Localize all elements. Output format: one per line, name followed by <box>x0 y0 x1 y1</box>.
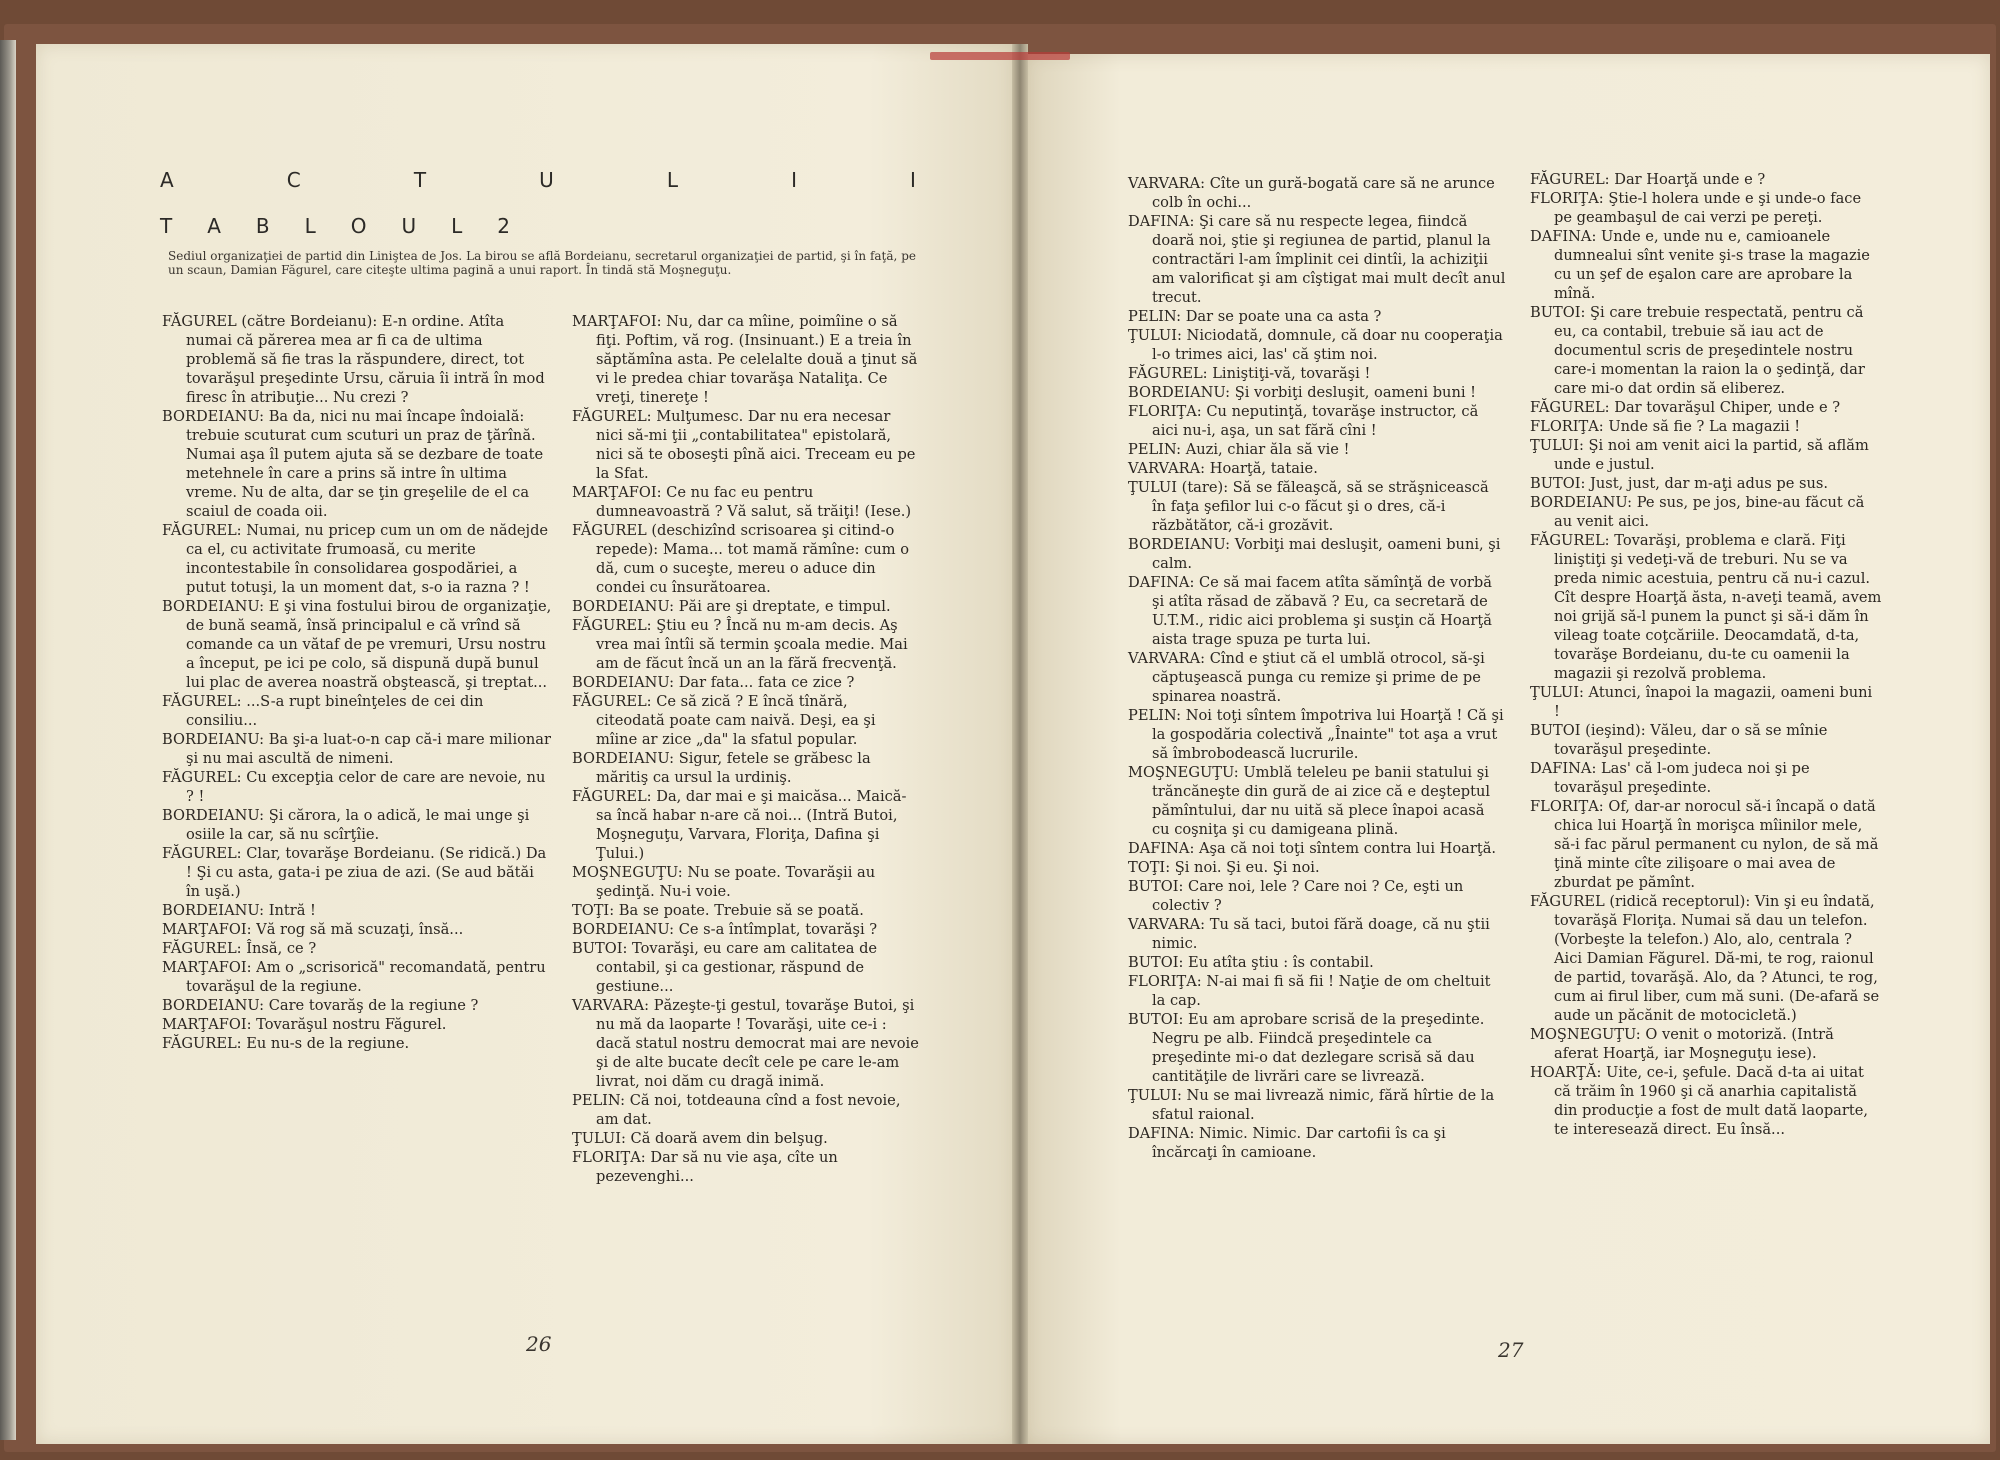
dialogue-line: BORDEIANU: Care tovarăş de la regiune ? <box>162 997 479 1014</box>
dialogue-line: VARVARA: Tu să taci, butoi fără doage, că nu ştii nimic. <box>1128 916 1490 952</box>
dialogue-line: VARVARA: Cînd e ştiut că el umblă otrocol, să-şi căptuşească punga cu remize şi prime de pe spinarea noastră. <box>1128 650 1485 705</box>
act-letter: U <box>539 168 554 192</box>
tableau-letter: L <box>451 214 463 238</box>
dialogue-line: ŢULUI: Nu se mai livrează nimic, fără hîrtie de la sfatul raional. <box>1128 1087 1495 1123</box>
dialogue-line: ŢULUI (tare): Să se făleaşcă, să se străşnicească în faţa şefilor lui c-o făcut şi o dres, că-i răzbătător, că-i grozăvit. <box>1128 479 1489 534</box>
dialogue-line: FĂGUREL: Tovarăşi, problema e clară. Fiţi liniştiţi şi vedeţi-vă de treburi. Nu se va preda nimic acestuia, pentru că nu-i cazul. Cît despre Hoarţă ăsta, n-aveţi teamă, avem noi grijă să-l punem la punct şi să-i dăm în vileag toate coţcăriile. Deocamdată, d-ta, tovarăşe Bordeianu, du-te cu oamenii la magazii şi rezolvă problema. <box>1530 532 1882 682</box>
dialogue-line: MARŢAFOI: Nu, dar ca mîine, poimîine o să fiţi. Poftim, vă rog. (Insinuant.) E a treia în săptămîna asta. Pe celelalte două a ţinut să vi le predea chiar tovarăşa Nataliţa. Ce vreţi, tinereţe ! <box>572 313 918 406</box>
dialogue-line: BORDEIANU: Ba şi-a luat-o-n cap că-i mare milionar şi nu mai ascultă de nimeni. <box>162 731 551 767</box>
dialogue-line: FĂGUREL: Cu excepţia celor de care are nevoie, nu ? ! <box>162 769 546 805</box>
act-letter: A <box>160 168 174 192</box>
dialogue-line: BUTOI: Tovarăşi, eu care am calitatea de contabil, şi ca gestionar, răspund de gestiune... <box>572 940 878 995</box>
dialogue-line: PELIN: Noi toţi sîntem împotriva lui Hoarţă ! Că şi la gospodăria colectivă „Înainte" tot aşa a vrut să îmbrobodească lucrurile. <box>1128 707 1504 762</box>
dialogue-line: FĂGUREL: Ce să zică ? E încă tînără, citeodată poate cam naivă. Deşi, ea şi mîine ar zice „da" la sfatul popular. <box>572 693 876 748</box>
dialogue-line: ŢULUI: Atunci, înapoi la magazii, oameni buni ! <box>1530 684 1873 720</box>
dialogue-line: BORDEIANU: Şi cărora, la o adică, le mai unge şi osiile la car, să nu scîrţîie. <box>162 807 530 843</box>
dialogue-line: BUTOI: Just, just, dar m-aţi adus pe sus. <box>1530 475 1828 492</box>
dialogue-line: MOŞNEGUŢU: Nu se poate. Tovarăşii au şedinţă. Nu-i voie. <box>572 864 876 900</box>
dialogue-line: FĂGUREL: Da, dar mai e şi maicăsa... Maică-sa încă habar n-are că noi... (Intră Butoi, Moşneguţu, Varvara, Floriţa, Dafina şi Ţului.) <box>572 788 907 862</box>
dialogue-line: DAFINA: Aşa că noi toţi sîntem contra lui Hoarţă. <box>1128 840 1497 857</box>
dialogue-line: DAFINA: Şi care să nu respecte legea, fiindcă doară noi, ştie şi regiunea de partid, planul la contractări l-am împlinit cei dintîi, la achiziţii am valorificat şi am cîştigat mai mult decît anul trecut. <box>1128 213 1506 306</box>
dialogue-line: BORDEIANU: Vorbiţi mai desluşit, oameni buni, şi calm. <box>1128 536 1501 572</box>
act-letter: L <box>666 168 678 192</box>
stage-direction: Sediul organizaţiei de partid din Liniştea de Jos. La birou se află Bordeianu, secretarul organizaţiei de partid, şi în faţă, pe un scaun, Damian Făgurel, care citeşte ultima pagină a unui raport. În tindă stă Moşneguţu. <box>168 249 916 277</box>
dialogue-line: FLORIŢA: Cu neputinţă, tovarăşe instructor, că aici nu-i, aşa, un sat fără cîni ! <box>1128 403 1479 439</box>
dialogue-line: DAFINA: Nimic. Nimic. Dar cartofii îs ca şi încărcaţi în camioane. <box>1128 1125 1446 1161</box>
dialogue-line: FĂGUREL: Clar, tovarăşe Bordeianu. (Se ridică.) Da ! Şi cu asta, gata-i pe ziua de azi. (Se aud bătăi în uşă.) <box>162 845 547 900</box>
dialogue-line: DAFINA: Las' că l-om judeca noi şi pe tovarăşul preşedinte. <box>1530 760 1810 796</box>
dialogue-line: TOŢI: Şi noi. Şi eu. Şi noi. <box>1128 859 1320 876</box>
act-letter: I <box>910 168 916 192</box>
dialogue-line: BUTOI: Eu am aprobare scrisă de la preşedinte. Negru pe alb. Fiindcă preşedintele ca preşedinte mi-o dat dezlegare scrisă să dau cantităţile de livrări care se livrează. <box>1128 1011 1485 1085</box>
dialogue-line: DAFINA: Unde e, unde nu e, camioanele dumnealui sînt venite şi-s trase la magazie cu un şef de eşalon care are aprobare la mînă. <box>1530 228 1870 302</box>
dialogue-line: BORDEIANU: Pe sus, pe jos, bine-au făcut că au venit aici. <box>1530 494 1865 530</box>
dialogue-line: FLORIŢA: Dar să nu vie aşa, cîte un pezevenghi... <box>572 1149 838 1185</box>
dialogue-line: FLORIŢA: Of, dar-ar norocul să-i încapă o dată chica lui Hoarţă în morişca mîinilor mele, să-i fac părul permanent cu nylon, de să mă ţină minte cîte zilişoare o mai avea de zburdat pe pămînt. <box>1530 798 1879 891</box>
tableau-letter: A <box>207 214 221 238</box>
dialogue-line: MOŞNEGUŢU: Umblă teleleu pe banii statului şi trăncăneşte din gură de ai zice că e deşteptul pămîntului, dar nu uită să plece înapoi acasă cu coşniţa şi cu damigeana plină. <box>1128 764 1491 838</box>
dialogue-line: BORDEIANU: Sigur, fetele se grăbesc la măritiş ca ursul la urdiniş. <box>572 750 871 786</box>
bookmark-ribbon <box>930 52 1070 60</box>
dialogue-line: FĂGUREL (către Bordeianu): E-n ordine. Atîta numai că părerea mea ar fi ca de ultima problemă să fie tras la răspundere, direct, tot tovarăşul preşedinte Ursu, căruia îi intră în mod firesc în atribuţie... Nu crezi ? <box>162 313 545 406</box>
dialogue-line: TOŢI: Ba se poate. Trebuie să se poată. <box>572 902 864 919</box>
dialogue-line: BUTOI: Şi care trebuie respectată, pentru că eu, ca contabil, trebuie să iau act de documentul scris de preşedintele nostru care-i momentan la raion la o şedinţă, dar care mi-o dat ordin să eliberez. <box>1530 304 1865 397</box>
dialogue-line: BORDEIANU: Ba da, nici nu mai încape îndoială: trebuie scuturat cum scuturi un praz de ţărînă. Numai aşa îl putem ajuta să se dezbare de toate metehnele în care a prins să intre în ultima vreme. Nu de alta, dar se ţin greşelile de el ca scaiul de coada oii. <box>162 408 544 520</box>
dialogue-line: FĂGUREL: Ştiu eu ? Încă nu m-am decis. Aş vrea mai întîi să termin şcoala medie. Mai am de făcut încă un an la fără frecvenţă. <box>572 617 908 672</box>
dialogue-line: VARVARA: Cîte un gură-bogată care să ne arunce colb în ochi... <box>1128 175 1495 211</box>
dialogue-line: VARVARA: Hoarţă, tataie. <box>1128 460 1318 477</box>
dialogue-line: ŢULUI: Niciodată, domnule, că doar nu cooperaţia l-o trimes aici, las' că ştim noi. <box>1128 327 1503 363</box>
dialogue-line: BORDEIANU: Intră ! <box>162 902 316 919</box>
tableau-letter: 2 <box>497 214 510 238</box>
dialogue-line: MARŢAFOI: Ce nu fac eu pentru dumneavoastră ? Vă salut, să trăiţi! (Iese.) <box>572 484 912 520</box>
dialogue-line: PELIN: Auzi, chiar ăla să vie ! <box>1128 441 1350 458</box>
dialogue-line: PELIN: Că noi, totdeauna cînd a fost nevoie, am dat. <box>572 1092 901 1128</box>
act-letter: C <box>286 168 301 192</box>
page-number-left: 26 <box>526 1332 552 1356</box>
dialogue-line: BORDEIANU: E şi vina fostului birou de organizaţie, de bună seamă, însă principalul e că vrînd să comande ca un vătaf de pe vremuri, Ursu nostru a început, pe ici pe colo, să dispună după bunul lui plac de averea noastră obştească, şi treptat... <box>162 598 552 691</box>
dialogue-line: FĂGUREL: Dar Hoarţă unde e ? <box>1530 171 1766 188</box>
dialogue-line: BUTOI: Eu atîta ştiu : îs contabil. <box>1128 954 1374 971</box>
dialogue-line: FĂGUREL: Numai, nu pricep cum un om de nădejde ca el, cu activitate frumoasă, cu merite incontestabile în consolidarea gospodăriei, a putut totuşi, la un moment dat, s-o ia razna ? ! <box>162 522 549 596</box>
dialogue-line: FĂGUREL: Dar tovarăşul Chiper, unde e ? <box>1530 399 1841 416</box>
dialogue-line: FLORIŢA: Ştie-l holera unde e şi unde-o face pe geambaşul de cai verzi pe pereţi. <box>1530 190 1862 226</box>
tableau-letter: O <box>350 214 367 238</box>
text-column-2 <box>572 312 920 1186</box>
dialogue-line: FĂGUREL: Eu nu-s de la regiune. <box>162 1035 410 1052</box>
dialogue-line: DAFINA: Ce să mai facem atîta sămînţă de vorbă şi atîta răsad de zăbavă ? Eu, ca secretară de U.T.M., ridic aici problema şi susţin că Hoarţă aista trage spuza pe turta lui. <box>1128 574 1492 648</box>
text-column-1 <box>162 312 552 1053</box>
dialogue-line: BORDEIANU: Păi are şi dreptate, e timpul. <box>572 598 891 615</box>
dialogue-line: BUTOI (ieşind): Văleu, dar o să se mînie tovarăşul preşedinte. <box>1530 722 1828 758</box>
dialogue-line: FLORIŢA: Unde să fie ? La magazii ! <box>1530 418 1801 435</box>
dialogue-line: BORDEIANU: Ce s-a întîmplat, tovarăşi ? <box>572 921 878 938</box>
dialogue-line: FĂGUREL (ridică receptorul): Vin şi eu îndată, tovarăşă Floriţa. Numai să dau un telefon. (Vorbeşte la telefon.) Alo, alo, centrala ? Aici Damian Făgurel. Dă-mi, te rog, raionul de partid, tovarăşă. Alo, da ? Atunci, te rog, cum ai firul liber, cum mă suni. (De-afară se aude un păcănit de motocicletă.) <box>1530 893 1880 1024</box>
dialogue-line: MARŢAFOI: Tovarăşul nostru Făgurel. <box>162 1016 447 1033</box>
dialogue-line: FLORIŢA: N-ai mai fi să fii ! Naţie de om cheltuit la cap. <box>1128 973 1491 1009</box>
dialogue-line: FĂGUREL: Liniştiţi-vă, tovarăşi ! <box>1128 365 1371 382</box>
book-gutter <box>1012 44 1028 1444</box>
dialogue-line: FĂGUREL: Mulţumesc. Dar nu era necesar nici să-mi ţii „contabilitatea" epistolară, nici să te oboseşti pînă aici. Treceam eu pe la Sfat. <box>572 408 916 482</box>
dialogue-line: ŢULUI: Că doară avem din belşug. <box>572 1130 828 1147</box>
dialogue-line: PELIN: Dar se poate una ca asta ? <box>1128 308 1382 325</box>
act-heading <box>160 168 916 192</box>
tableau-letter: B <box>255 214 270 238</box>
page-number-right: 27 <box>1498 1338 1524 1362</box>
dialogue-line: MARŢAFOI: Am o „scrisorică" recomandată, pentru tovarăşul de la regiune. <box>162 959 546 995</box>
text-column-4 <box>1530 170 1882 1139</box>
dialogue-line: FĂGUREL: ...S-a rupt bineînţeles de cei din consiliu... <box>162 693 484 729</box>
dialogue-line: VARVARA: Păzeşte-ţi gestul, tovarăşe Butoi, şi nu mă da laoparte ! Tovarăşi, uite ce-i : dacă statul nostru democrat mai are nevoie şi de alte bucate decît cele pe care le-am livrat, noi dăm cu dragă inimă. <box>572 997 919 1090</box>
dialogue-line: ŢULUI: Şi noi am venit aici la partid, să aflăm unde e justul. <box>1530 437 1869 473</box>
dialogue-line: BORDEIANU: Dar fata... fata ce zice ? <box>572 674 855 691</box>
dialogue-line: MOŞNEGUŢU: O venit o motoriză. (Intră aferat Hoarţă, iar Moşneguţu iese). <box>1530 1026 1834 1062</box>
adjacent-book-edge <box>0 40 16 1440</box>
tableau-letter: T <box>160 214 173 238</box>
act-letter: I <box>791 168 797 192</box>
text-column-3 <box>1128 174 1506 1162</box>
dialogue-line: FĂGUREL: Însă, ce ? <box>162 940 317 957</box>
dialogue-line: BORDEIANU: Şi vorbiţi desluşit, oameni buni ! <box>1128 384 1477 401</box>
act-letter: T <box>413 168 427 192</box>
dialogue-line: MARŢAFOI: Vă rog să mă scuzaţi, însă... <box>162 921 464 938</box>
tableau-letter: U <box>401 214 417 238</box>
dialogue-line: BUTOI: Care noi, lele ? Care noi ? Ce, eşti un colectiv ? <box>1128 878 1464 914</box>
dialogue-line: HOARŢĂ: Uite, ce-i, şefule. Dacă d-ta ai uitat că trăim în 1960 şi că anarhia capitalistă din producţie a fost de mult dată laoparte, te interesează direct. Eu însă... <box>1530 1064 1868 1138</box>
tableau-heading <box>160 214 510 238</box>
tableau-letter: L <box>304 214 316 238</box>
dialogue-line: FĂGUREL (deschizînd scrisoarea şi citind-o repede): Mama... tot mamă rămîne: cum o dă, cum o suceşte, mereu o aduce din condei cu însurătoarea. <box>572 522 910 596</box>
